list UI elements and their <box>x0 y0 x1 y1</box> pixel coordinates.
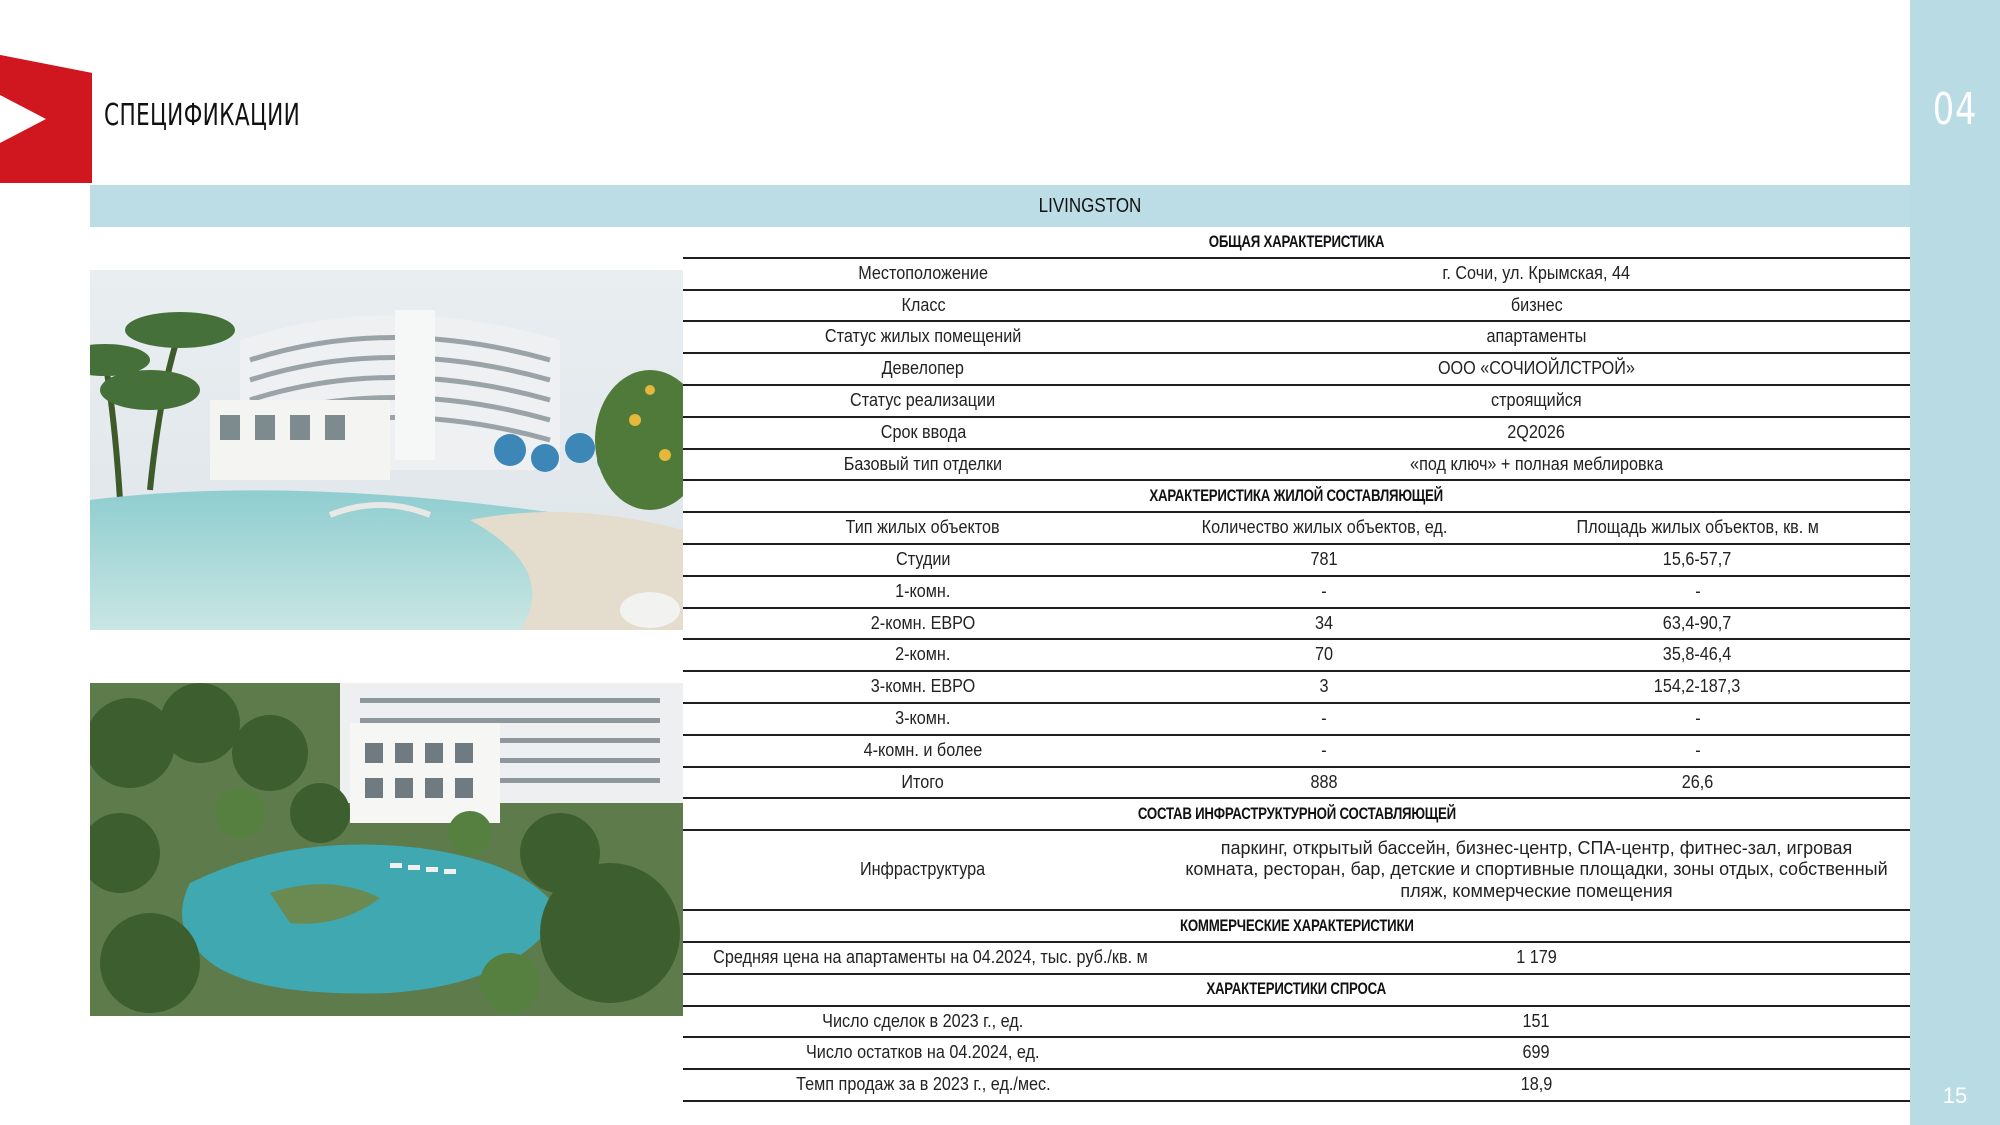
table-row: Число сделок в 2023 г., ед. 151 <box>683 1006 1910 1038</box>
table-total-row: Итого 888 26,6 <box>683 767 1910 799</box>
table-row: Средняя цена на апартаменты на 04.2024, тыс. руб./кв. м 1 179 <box>683 942 1910 974</box>
resort-aerial-photo <box>90 683 683 1016</box>
table-row: 3-комн. - - <box>683 703 1910 735</box>
resort-pool-photo <box>90 270 683 630</box>
table-row: Срок ввода 2Q2026 <box>683 417 1910 449</box>
section-number: 04 <box>1932 84 1978 135</box>
table-row: 4-комн. и более - - <box>683 735 1910 767</box>
table-header-row: Тип жилых объектов Количество жилых объектов, ед. Площадь жилых объектов, кв. м <box>683 512 1910 544</box>
table-row: Местоположение г. Сочи, ул. Крымская, 44 <box>683 258 1910 290</box>
table-row: Студии 781 15,6-57,7 <box>683 544 1910 576</box>
section-header-infrastructure: СОСТАВ ИНФРАСТРУКТУРНОЙ СОСТАВЛЯЮЩЕЙ <box>683 798 1910 830</box>
project-name: LIVINGSTON <box>1038 195 1142 217</box>
resort-aerial-illustration <box>90 683 683 1016</box>
table-row: Девелопер ООО «СОЧИОЙЛСТРОЙ» <box>683 353 1910 385</box>
table-row: Базовый тип отделки «под ключ» + полная меблировка <box>683 449 1910 481</box>
project-bar <box>90 185 1910 227</box>
side-strip <box>1910 0 2000 1125</box>
table-row: Статус реализации строящийся <box>683 385 1910 417</box>
page-number: 15 <box>1942 1083 1968 1108</box>
page-title: СПЕЦИФИКАЦИИ <box>104 98 301 133</box>
table-row: Класс бизнес <box>683 290 1910 322</box>
table-row-infrastructure: Инфраструктура паркинг, открытый бассейн, бизнес-центр, СПА-центр, фитнес-зал, игровая комната, ресторан, бар, детские и спортивные площадки, зоны отдых, собственный пляж, коммерческие помещения <box>683 830 1910 910</box>
table-row: 2-комн. ЕВРО 34 63,4-90,7 <box>683 608 1910 640</box>
specification-table <box>683 227 1910 1102</box>
section-header-demand: ХАРАКТЕРИСТИКИ СПРОСА <box>683 974 1910 1006</box>
table-row: Статус жилых помещений апартаменты <box>683 321 1910 353</box>
table-row: 2-комн. 70 35,8-46,4 <box>683 639 1910 671</box>
table-row: Темп продаж за в 2023 г., ед./мес. 18,9 <box>683 1069 1910 1101</box>
section-header-general: ОБЩАЯ ХАРАКТЕРИСТИКА <box>683 227 1910 258</box>
brand-chevron-icon <box>0 55 92 183</box>
table-row: 3-комн. ЕВРО 3 154,2-187,3 <box>683 671 1910 703</box>
section-header-commercial: КОММЕРЧЕСКИЕ ХАРАКТЕРИСТИКИ <box>683 910 1910 942</box>
section-header-residential: ХАРАКТЕРИСТИКА ЖИЛОЙ СОСТАВЛЯЮЩЕЙ <box>683 480 1910 512</box>
resort-pool-illustration <box>90 270 683 630</box>
table-row: 1-комн. - - <box>683 576 1910 608</box>
table-row: Число остатков на 04.2024, ед. 699 <box>683 1037 1910 1069</box>
